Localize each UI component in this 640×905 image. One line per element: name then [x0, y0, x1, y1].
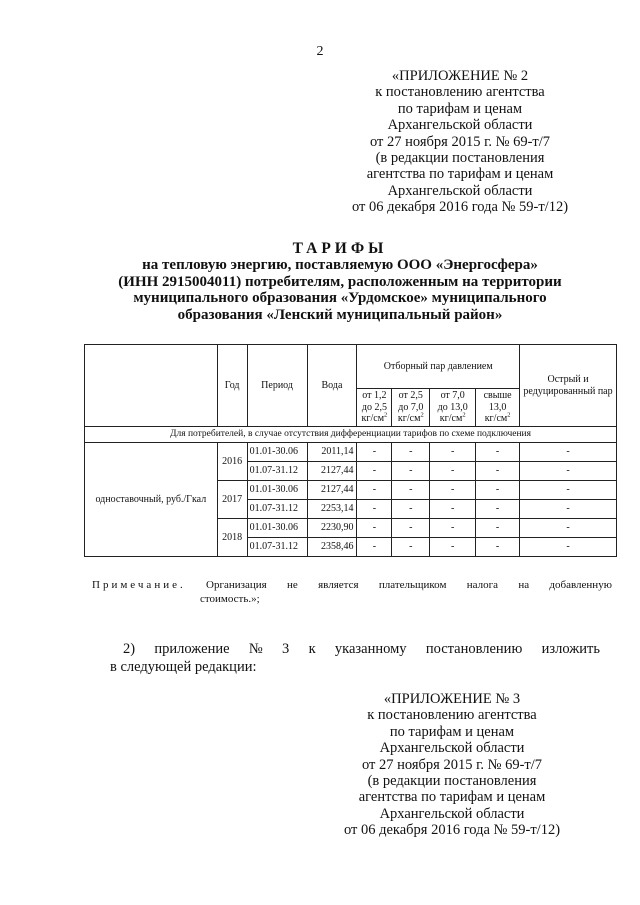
appendix-line: (в редакции постановления — [375, 150, 545, 167]
appendix-line: «ПРИЛОЖЕНИЕ № 2 — [391, 68, 529, 84]
paragraph-word: 2) — [123, 641, 136, 657]
header-water: Вода — [307, 345, 357, 427]
header-steam-1: от 1,2 до 2,5 $кг/см^2$ — [357, 389, 392, 427]
note-word: налога — [466, 579, 499, 591]
appendix-line: агентства по тарифам и ценам — [358, 789, 546, 806]
note-word: не — [287, 579, 298, 591]
dash-cell: - — [357, 519, 392, 538]
appendix-line: (в редакции постановления — [367, 773, 537, 790]
paragraph-line-2: в следующей редакции: — [110, 659, 257, 675]
dash-cell: - — [430, 500, 476, 519]
appendix-line: к постановлению агентства — [375, 84, 545, 101]
dash-cell: - — [520, 538, 617, 557]
appendix-line: от 27 ноября 2015 г. № 69-т/7 — [369, 133, 551, 150]
paragraph-word: к — [308, 641, 316, 657]
tariff-table — [84, 344, 617, 557]
water-value: 2127,44 — [307, 462, 357, 481]
tariffs-subtitle-line: муниципального образования «Урдомское» муниципального — [133, 290, 547, 307]
period-cell: 01.07-31.12 — [247, 500, 307, 519]
dash-cell: - — [357, 443, 392, 462]
dash-cell: - — [476, 538, 520, 557]
period-cell: 01.07-31.12 — [247, 538, 307, 557]
paragraph-word: указанному — [334, 641, 407, 657]
table-row — [85, 443, 617, 462]
table-note — [92, 578, 612, 606]
appendix-line: «ПРИЛОЖЕНИЕ № 3 — [383, 691, 521, 707]
appendix-line: от 06 декабря 2016 года № 59-т/12) — [343, 822, 561, 839]
appendix-line: Архангельской области — [387, 182, 533, 199]
dash-cell: - — [520, 519, 617, 538]
note-label: Примечание. — [92, 579, 186, 591]
appendix-line: агентства по тарифам и ценам — [366, 166, 554, 183]
note-word: Организация — [206, 579, 267, 591]
water-value: 2127,44 — [307, 481, 357, 500]
tariffs-subtitle-line: на тепловую энергию, поставляемую ООО «Энергосфера» — [142, 257, 538, 274]
dash-cell: - — [392, 481, 430, 500]
header-steam-3: от 7,0 до 13,0 $кг/см^2$ — [430, 389, 476, 427]
header-blank-cell — [85, 345, 218, 427]
paragraph-word: 3 — [282, 641, 290, 657]
period-cell: 01.01-30.06 — [247, 481, 307, 500]
water-value: 2230,90 — [307, 519, 357, 538]
dash-cell: - — [392, 500, 430, 519]
dash-cell: - — [476, 443, 520, 462]
appendix-line: от 27 ноября 2015 г. № 69-т/7 — [361, 756, 543, 773]
water-value: 2358,46 — [307, 538, 357, 557]
dash-cell: - — [430, 519, 476, 538]
paragraph-word: приложение — [154, 641, 230, 657]
appendix-line: по тарифам и ценам — [389, 723, 515, 740]
dash-cell: - — [392, 443, 430, 462]
appendix-line: к постановлению агентства — [367, 707, 537, 724]
header-period: Период — [247, 345, 307, 427]
page-number: 2 — [316, 44, 324, 59]
dash-cell: - — [476, 519, 520, 538]
appendix-line: Архангельской области — [379, 805, 525, 822]
header-steam-2: от 2,5 до 7,0 $кг/см^2$ — [392, 389, 430, 427]
appendix-line: по тарифам и ценам — [397, 100, 523, 117]
appendix-line: от 06 декабря 2016 года № 59-т/12) — [351, 199, 569, 216]
dash-cell: - — [357, 462, 392, 481]
appendix-3-header — [322, 691, 582, 839]
paragraph-word: изложить — [541, 641, 600, 657]
dash-cell: - — [476, 481, 520, 500]
appendix-line: Архангельской области — [379, 740, 525, 757]
period-cell: 01.07-31.12 — [247, 462, 307, 481]
note-line-2: стоимость.»; — [200, 593, 260, 605]
note-word: является — [318, 579, 359, 591]
header-steam: Отборный пар давлением — [357, 345, 520, 389]
header-sharp-steam: Острый и редуцированный пар — [520, 345, 617, 427]
dash-cell: - — [430, 462, 476, 481]
dash-cell: - — [520, 462, 617, 481]
tariffs-subtitle-line: образования «Ленский муниципальный район» — [177, 306, 503, 323]
year-cell: 2016 — [217, 443, 247, 481]
appendix-2-header — [330, 68, 590, 216]
water-value: 2011,14 — [307, 443, 357, 462]
paragraph-word: № — [248, 641, 263, 657]
category-cell: одноставочный, руб./Гкал — [85, 443, 218, 557]
dash-cell: - — [392, 538, 430, 557]
dash-cell: - — [520, 443, 617, 462]
tariffs-subtitle-line: (ИНН 2915004011) потребителям, расположенным на территории — [118, 273, 562, 290]
dash-cell: - — [357, 500, 392, 519]
note-word: на — [518, 579, 530, 591]
dash-cell: - — [476, 462, 520, 481]
tariffs-title: ТАРИФЫ — [292, 240, 388, 257]
section-label: Для потребителей, в случае отсутствия дифференциации тарифов по схеме подключения — [85, 427, 617, 443]
dash-cell: - — [430, 443, 476, 462]
dash-cell: - — [392, 462, 430, 481]
tariffs-heading — [80, 241, 600, 323]
header-year: Год — [217, 345, 247, 427]
year-cell: 2017 — [217, 481, 247, 519]
appendix-line: Архангельской области — [387, 117, 533, 134]
period-cell: 01.01-30.06 — [247, 519, 307, 538]
dash-cell: - — [357, 481, 392, 500]
year-cell: 2018 — [217, 519, 247, 557]
dash-cell: - — [520, 500, 617, 519]
period-cell: 01.01-30.06 — [247, 443, 307, 462]
dash-cell: - — [392, 519, 430, 538]
note-word: плательщиком — [378, 579, 447, 591]
dash-cell: - — [430, 538, 476, 557]
dash-cell: - — [520, 481, 617, 500]
amendment-paragraph — [110, 640, 600, 676]
dash-cell: - — [430, 481, 476, 500]
paragraph-word: постановлению — [425, 641, 523, 657]
dash-cell: - — [357, 538, 392, 557]
water-value: 2253,14 — [307, 500, 357, 519]
header-steam-4: свыше 13,0 $кг/см^2$ — [476, 389, 520, 427]
dash-cell: - — [476, 500, 520, 519]
note-word: добавленную — [549, 579, 612, 591]
